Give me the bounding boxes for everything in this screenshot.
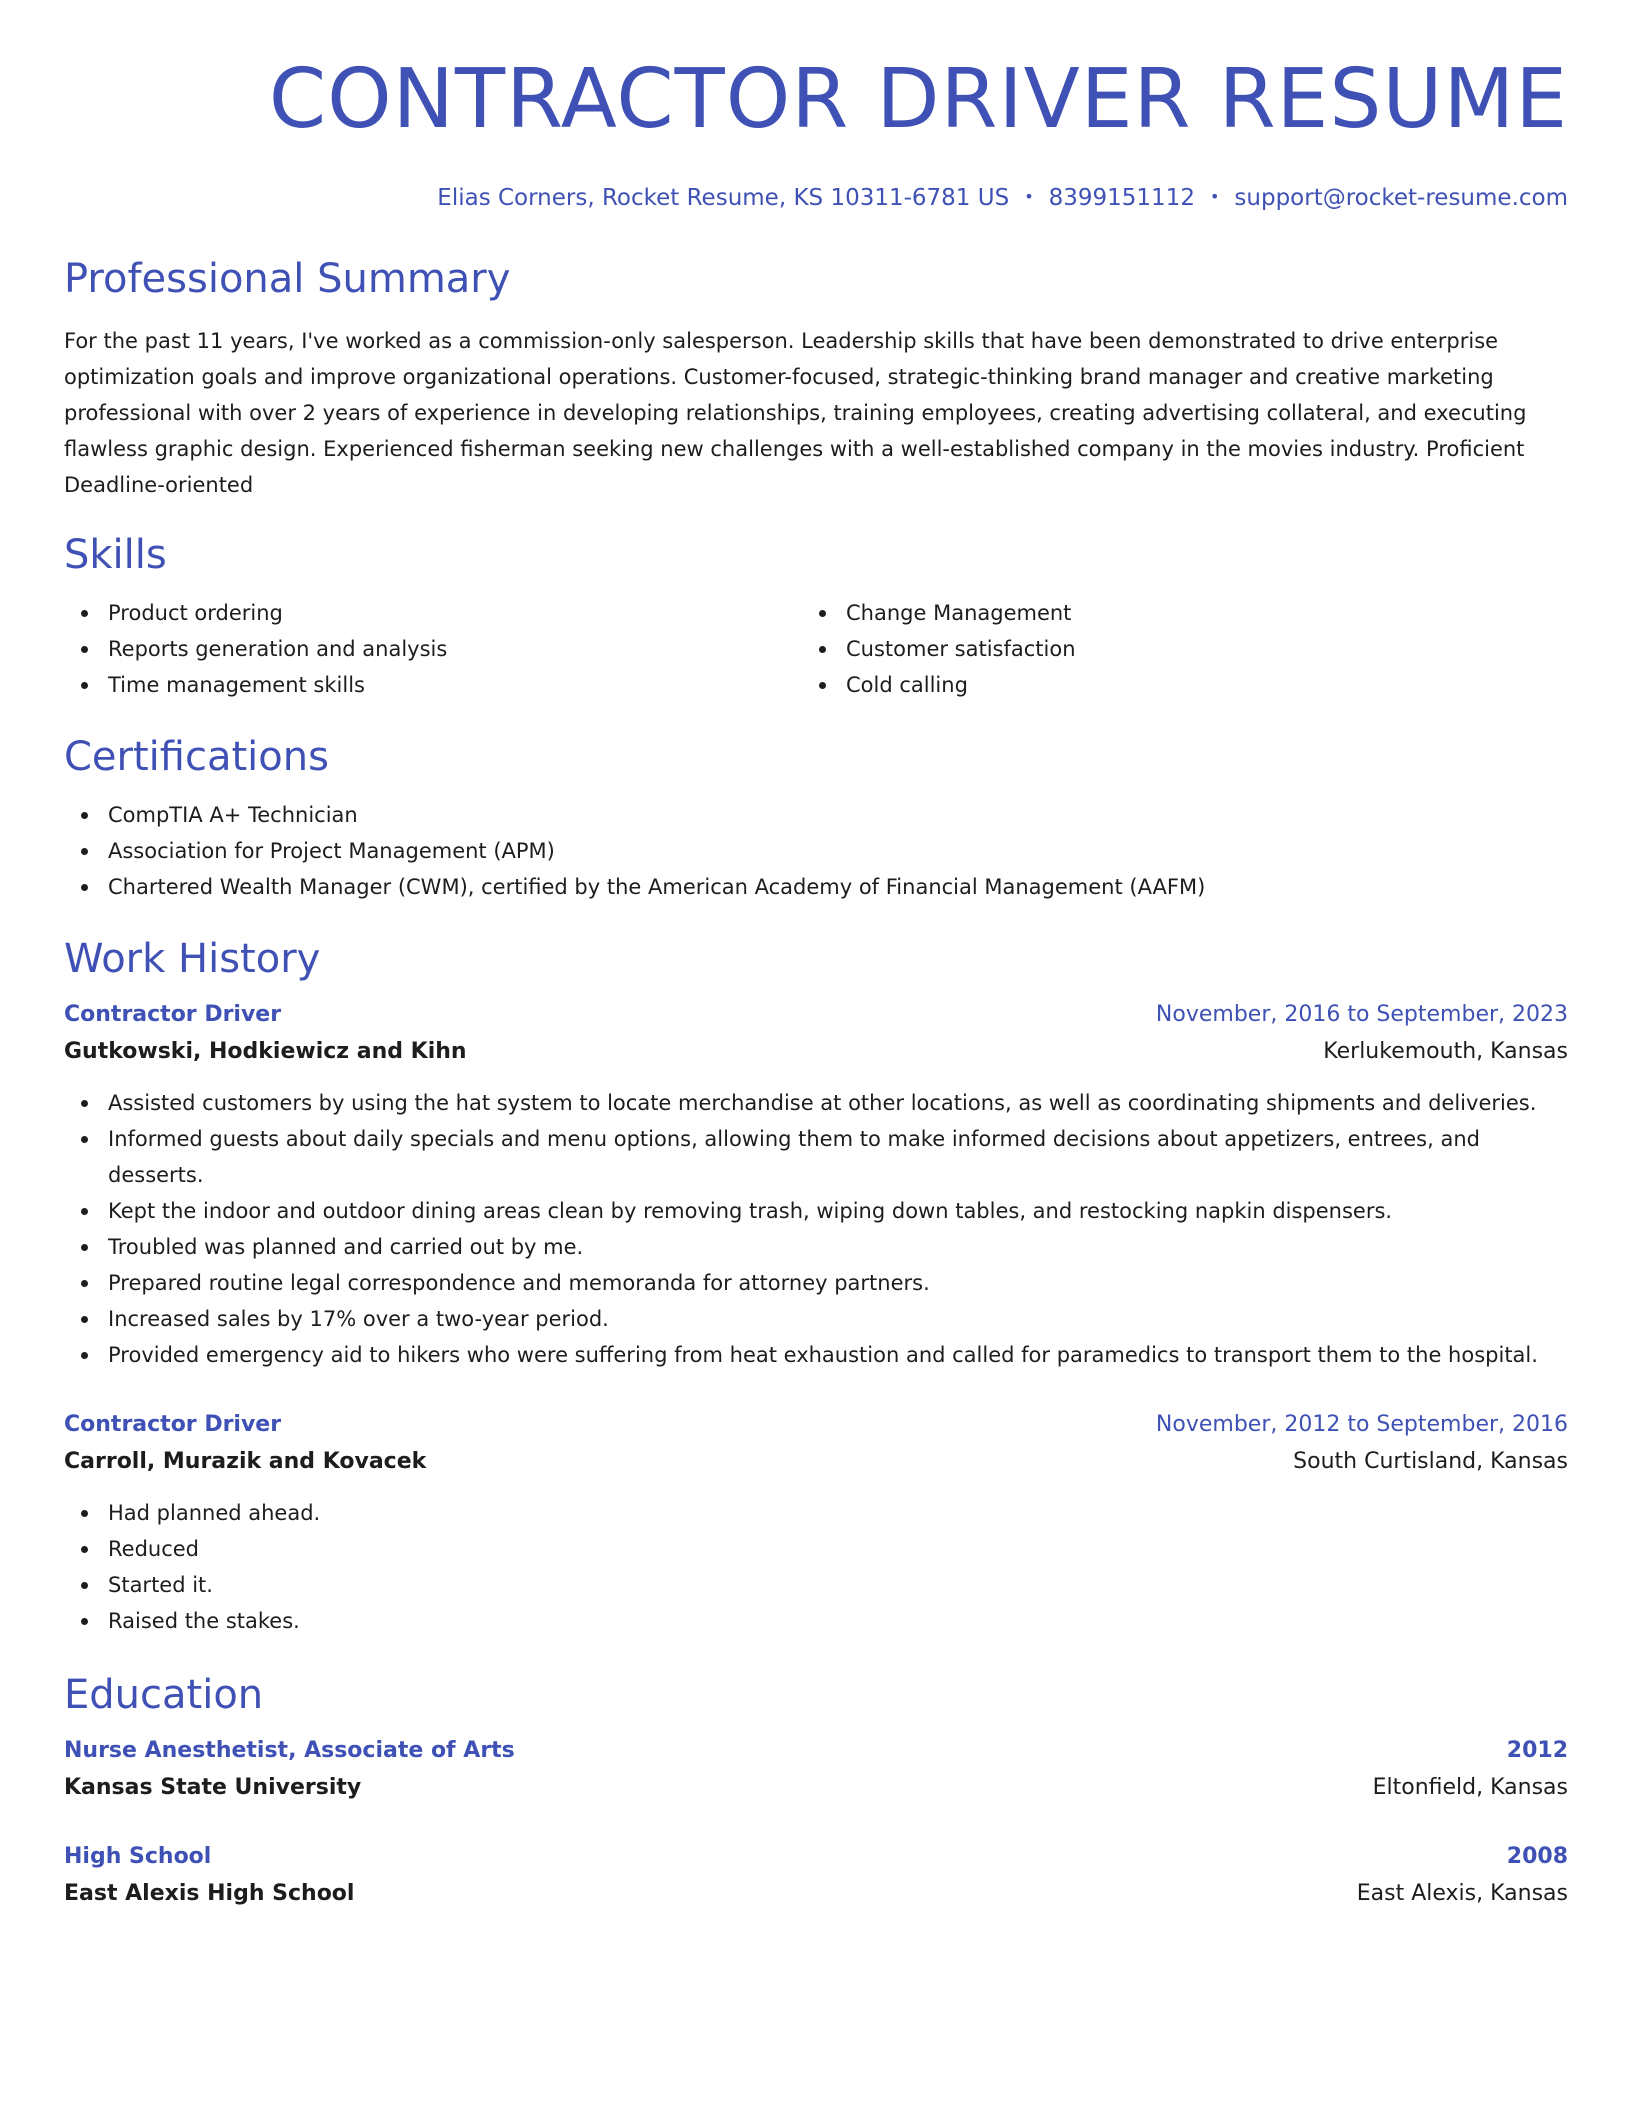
job-company: Carroll, Murazik and Kovacek [64, 1449, 427, 1474]
education-school-row [64, 1875, 1568, 1913]
job-bullet: Had planned ahead. [64, 1495, 1568, 1531]
job-company: Gutkowski, Hodkiewicz and Kihn [64, 1039, 467, 1064]
education-degree: High School [64, 1844, 212, 1869]
education-degree: Nurse Anesthetist, Associate of Arts [64, 1738, 515, 1763]
job-title: Contractor Driver [64, 1002, 282, 1027]
certifications-list [64, 797, 1568, 905]
certification-item: CompTIA A+ Technician [64, 797, 1568, 833]
job-bullet: Assisted customers by using the hat system to locate merchandise at other locations, as well as coordinating shipments and deliveries. [64, 1085, 1568, 1121]
skill-item: Cold calling [802, 667, 1540, 703]
job-bullet: Prepared routine legal correspondence and memoranda for attorney partners. [64, 1265, 1568, 1301]
education-degree-row [64, 1733, 1568, 1769]
summary-text: For the past 11 years, I've worked as a commission-only salesperson. Leadership skills that have been demonstrated to drive enterprise optimization goals and improve organizational operations. Customer-focused, strategic-thinking brand manager and creative marketing professional with over 2 years of experience in developing relationships, training employees, creating advertising collateral, and executing flawless graphic design. Experienced fisherman seeking new challenges with a well-established company in the movies industry. Proficient Deadline-oriented [64, 329, 1527, 497]
work-history-heading: Work History [64, 936, 321, 982]
resume-title: CONTRACTOR DRIVER RESUME [268, 52, 1568, 147]
contact-email[interactable]: support@rocket-resume.com [1234, 185, 1568, 211]
skill-item: Change Management [802, 595, 1540, 631]
certification-item: Chartered Wealth Manager (CWM), certified by the American Academy of Financial Management (AAFM) [64, 869, 1568, 905]
certifications-heading: Certifications [64, 734, 329, 780]
job-location: Kerlukemouth, Kansas [1323, 1039, 1568, 1064]
education-school: Kansas State University [64, 1775, 362, 1800]
skills-left-list [64, 595, 802, 703]
skill-item: Customer satisfaction [802, 631, 1540, 667]
job-bullets [64, 1085, 1568, 1373]
job-location: South Curtisland, Kansas [1293, 1449, 1568, 1474]
education-degree-row [64, 1839, 1568, 1875]
job-bullet: Raised the stakes. [64, 1603, 1568, 1639]
contact-separator: • [1209, 187, 1220, 206]
contact-address: Elias Corners, Rocket Resume, KS 10311-6781 US [437, 185, 1010, 211]
education-year: 2008 [1506, 1844, 1568, 1869]
skills-right-list [802, 595, 1540, 703]
job-dates: November, 2016 to September, 2023 [1155, 1002, 1568, 1027]
job-title-row [64, 1407, 1568, 1443]
job-bullet: Increased sales by 17% over a two-year period. [64, 1301, 1568, 1337]
education-heading: Education [64, 1672, 264, 1718]
job-entry [64, 997, 1568, 1373]
job-bullet: Started it. [64, 1567, 1568, 1603]
job-dates: November, 2012 to September, 2016 [1155, 1412, 1568, 1437]
education-location: Eltonfield, Kansas [1372, 1775, 1568, 1800]
summary-heading: Professional Summary [64, 256, 511, 302]
summary-section [64, 253, 1568, 503]
job-bullet: Troubled was planned and carried out by me. [64, 1229, 1568, 1265]
work-history-section [64, 933, 1568, 1639]
education-school: East Alexis High School [64, 1881, 355, 1906]
skills-heading: Skills [64, 532, 167, 578]
contact-line [64, 182, 1568, 213]
job-bullet: Kept the indoor and outdoor dining areas clean by removing trash, wiping down tables, and restocking napkin dispensers. [64, 1193, 1568, 1229]
contact-phone[interactable]: 8399151112 [1048, 185, 1195, 211]
education-section [64, 1669, 1568, 1913]
skill-item: Time management skills [64, 667, 802, 703]
job-company-row [64, 1443, 1568, 1481]
job-bullets [64, 1495, 1568, 1639]
certifications-section [64, 731, 1568, 905]
skills-grid [64, 595, 1568, 703]
skill-item: Product ordering [64, 595, 802, 631]
job-entry [64, 1407, 1568, 1639]
education-year: 2012 [1506, 1738, 1568, 1763]
education-entry [64, 1733, 1568, 1807]
job-bullet: Provided emergency aid to hikers who were suffering from heat exhaustion and called for paramedics to transport them to the hospital. [64, 1337, 1568, 1373]
job-title-row [64, 997, 1568, 1033]
certification-item: Association for Project Management (APM) [64, 833, 1568, 869]
contact-separator: • [1024, 187, 1034, 206]
education-school-row [64, 1769, 1568, 1807]
job-title: Contractor Driver [64, 1412, 282, 1437]
education-location: East Alexis, Kansas [1356, 1881, 1568, 1906]
skills-section [64, 529, 1568, 703]
job-bullet: Informed guests about daily specials and menu options, allowing them to make informed decisions about appetizers, entrees, and desserts. [64, 1121, 1568, 1193]
job-bullet: Reduced [64, 1531, 1568, 1567]
education-entry [64, 1839, 1568, 1913]
skill-item: Reports generation and analysis [64, 631, 802, 667]
job-company-row [64, 1033, 1568, 1071]
